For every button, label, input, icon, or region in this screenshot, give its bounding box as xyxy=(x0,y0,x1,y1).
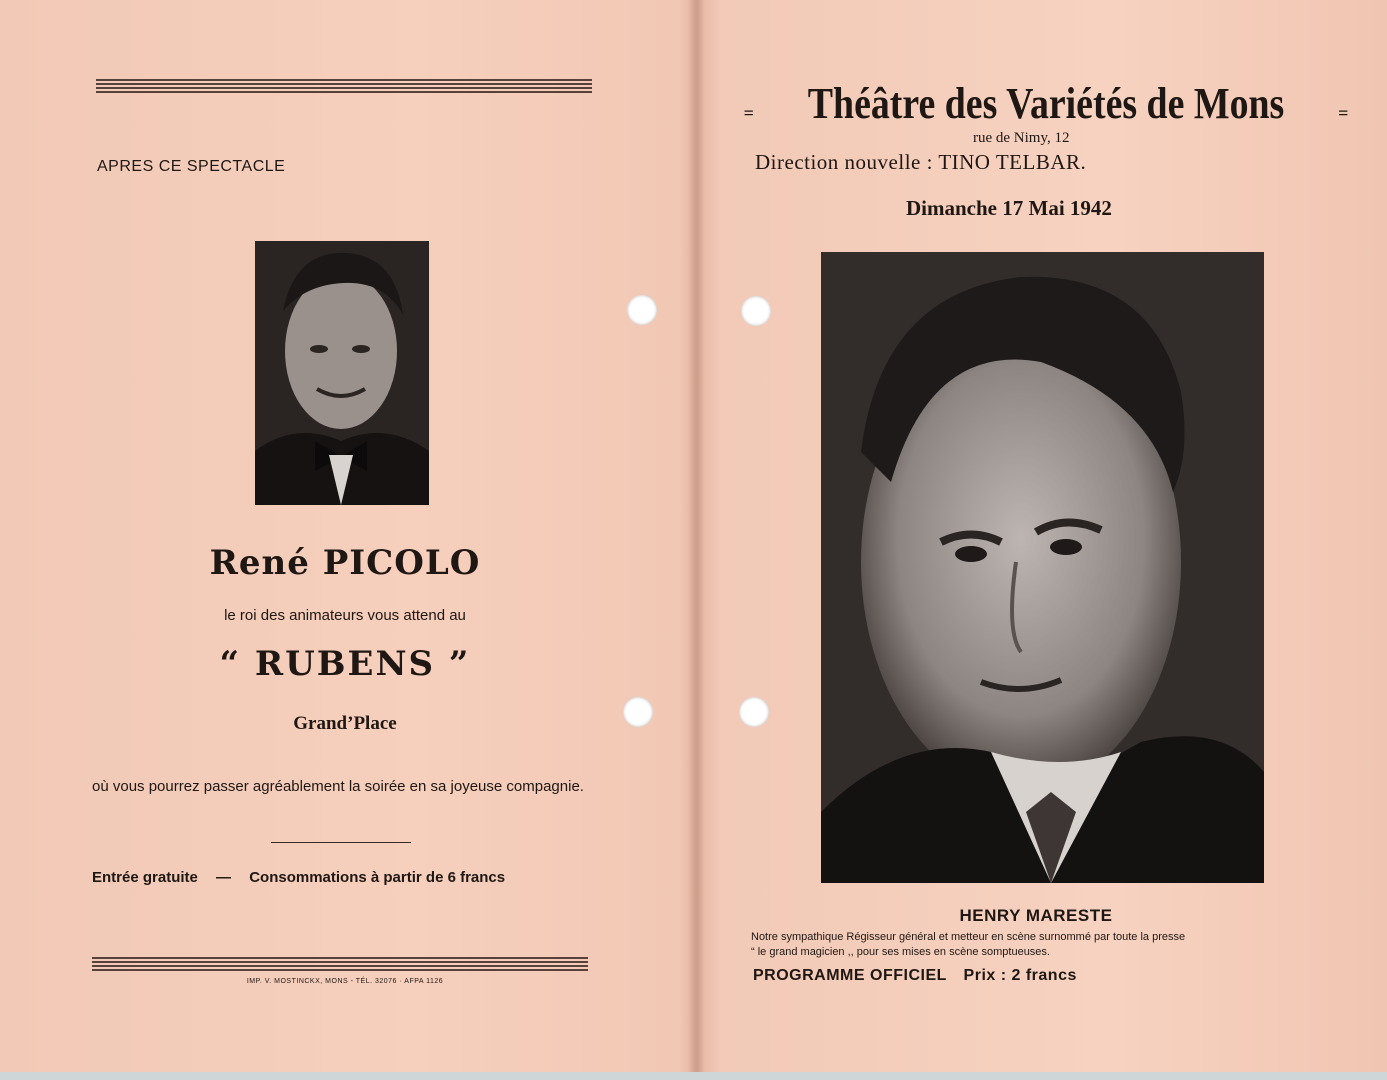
center-fold xyxy=(689,0,705,1080)
entry-line xyxy=(92,869,505,886)
punch-hole-right-top xyxy=(741,296,771,326)
henry-mareste-photo xyxy=(821,252,1264,883)
tagline: le roi des animateurs vous attend au xyxy=(224,607,466,624)
venue-location: Grand’Place xyxy=(293,713,397,734)
bottom-wavy-rule xyxy=(92,957,588,971)
caption-name: HENRY MARESTE xyxy=(959,906,1113,925)
punch-hole-left-bottom xyxy=(623,697,653,727)
short-rule xyxy=(271,842,411,843)
theatre-title: Théâtre des Variétés de Mons xyxy=(807,79,1285,128)
drinks-price: Consommations à partir de 6 francs xyxy=(249,869,506,886)
punch-hole-right-bottom xyxy=(739,697,769,727)
programme-label: PROGRAMME OFFICIEL xyxy=(753,967,947,984)
show-date: Dimanche 17 Mai 1942 xyxy=(906,196,1112,220)
theatre-title-line xyxy=(705,78,1387,129)
caption-line-2: “ le grand magicien ,, pour ses mises en scène somptueuses. xyxy=(751,946,1050,958)
performer-name: René PICOLO xyxy=(209,543,481,583)
programme-price: Prix : 2 francs xyxy=(963,967,1077,984)
printer-credit: IMP. V. MOSTINCKX, MONS - TÉL. 32076 · AFPA 1126 xyxy=(246,978,444,985)
venue-name: “ RUBENS ” xyxy=(219,644,471,684)
left-header: APRES CE SPECTACLE xyxy=(97,158,286,175)
entry-separator: — xyxy=(216,869,232,886)
scan-bottom-edge xyxy=(0,1072,1387,1080)
entry-free: Entrée gratuite xyxy=(92,869,198,886)
punch-hole-left-top xyxy=(627,295,657,325)
title-ornament-right: = xyxy=(1338,103,1349,123)
rene-picolo-photo xyxy=(255,241,429,505)
title-ornament-left: = xyxy=(743,103,754,123)
top-wavy-rule xyxy=(96,79,592,93)
programme-line xyxy=(753,967,1077,985)
address: rue de Nimy, 12 xyxy=(973,130,1070,146)
description: où vous pourrez passer agréablement la soirée en sa joyeuse compagnie. xyxy=(92,778,584,795)
caption-line-1: Notre sympathique Régisseur général et metteur en scène surnommé par toute la presse xyxy=(751,931,1186,943)
direction: Direction nouvelle : TINO TELBAR. xyxy=(755,150,1087,174)
